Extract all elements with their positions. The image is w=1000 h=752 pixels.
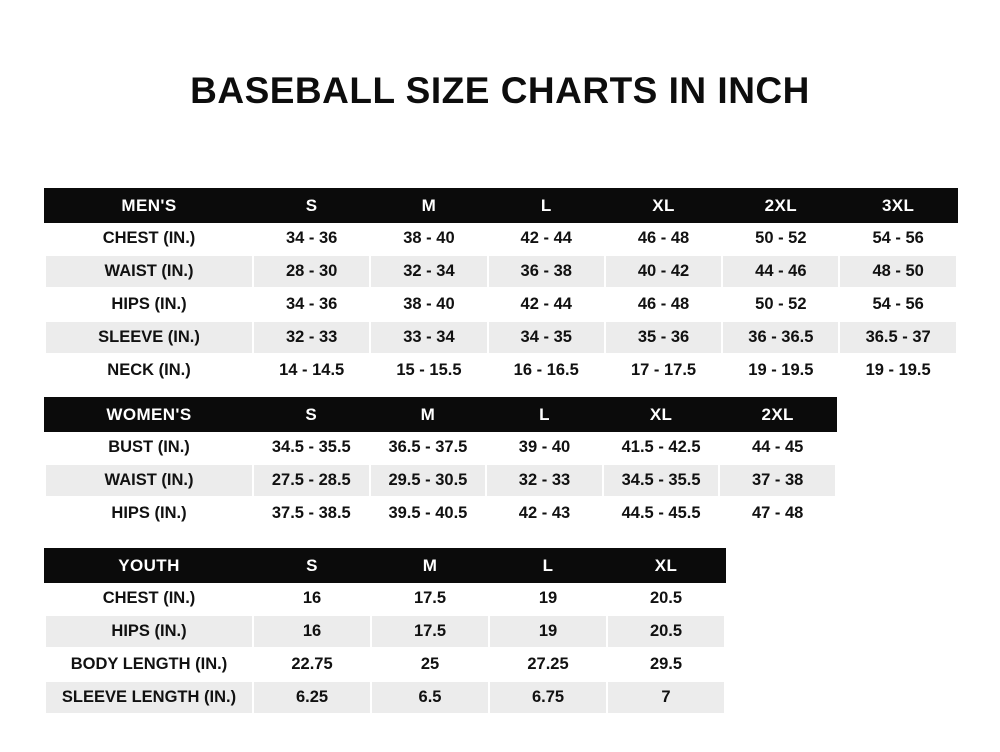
page-title: BASEBALL SIZE CHARTS IN INCH [190,70,810,111]
row-label: HIPS (IN.) [45,497,253,530]
column-header: M [371,549,489,582]
table-cell: 6.25 [253,681,371,714]
table-cell: 54 - 56 [839,222,956,255]
table-cell: 40 - 42 [605,255,722,288]
row-label: WAIST (IN.) [45,464,253,497]
table-header-row [45,189,957,222]
table-cell: 27.25 [489,648,607,681]
column-header: S [253,398,370,431]
column-header: L [486,398,603,431]
column-header: S [253,189,370,222]
table-cell: 47 - 48 [719,497,836,530]
table-cell: 44.5 - 45.5 [603,497,720,530]
table-cell: 33 - 34 [370,321,487,354]
table-cell: 46 - 48 [605,288,722,321]
table-row [45,464,836,497]
table-cell: 27.5 - 28.5 [253,464,370,497]
table-cell: 19 [489,615,607,648]
column-header: M [370,189,487,222]
table-cell: 29.5 - 30.5 [370,464,487,497]
column-header: 2XL [719,398,836,431]
table-cell: 39.5 - 40.5 [370,497,487,530]
table-cell: 19 - 19.5 [839,354,956,387]
table-cell: 50 - 52 [722,222,839,255]
column-header: S [253,549,371,582]
table-cell: 20.5 [607,582,725,615]
table-cell: 34.5 - 35.5 [253,431,370,464]
table-row [45,681,725,714]
table-header-row [45,549,725,582]
table-cell: 22.75 [253,648,371,681]
table-row [45,288,957,321]
table-row [45,582,725,615]
table-cell: 19 - 19.5 [722,354,839,387]
column-header: XL [607,549,725,582]
table-cell: 34 - 35 [488,321,605,354]
column-header: L [489,549,607,582]
column-header: MEN'S [45,189,253,222]
mens-size-chart [44,188,958,388]
row-label: NECK (IN.) [45,354,253,387]
table-cell: 42 - 44 [488,222,605,255]
table-row [45,497,836,530]
womens-size-chart [44,397,837,531]
table-cell: 37.5 - 38.5 [253,497,370,530]
column-header: 2XL [722,189,839,222]
table-row [45,222,957,255]
youth-size-chart [44,548,726,715]
table-cell: 28 - 30 [253,255,370,288]
table-cell: 44 - 45 [719,431,836,464]
table-cell: 36.5 - 37 [839,321,956,354]
row-label: SLEEVE (IN.) [45,321,253,354]
table-cell: 15 - 15.5 [370,354,487,387]
column-header: YOUTH [45,549,253,582]
table-cell: 34 - 36 [253,288,370,321]
table-cell: 7 [607,681,725,714]
column-header: XL [603,398,720,431]
row-label: BUST (IN.) [45,431,253,464]
table-cell: 19 [489,582,607,615]
row-label: CHEST (IN.) [45,582,253,615]
column-header: M [370,398,487,431]
row-label: SLEEVE LENGTH (IN.) [45,681,253,714]
row-label: WAIST (IN.) [45,255,253,288]
table-cell: 6.5 [371,681,489,714]
table-cell: 29.5 [607,648,725,681]
table-cell: 16 [253,582,371,615]
table-cell: 25 [371,648,489,681]
table-cell: 42 - 43 [486,497,603,530]
table-cell: 54 - 56 [839,288,956,321]
table-cell: 44 - 46 [722,255,839,288]
table-row [45,431,836,464]
table-cell: 41.5 - 42.5 [603,431,720,464]
row-label: HIPS (IN.) [45,288,253,321]
table-header-row [45,398,836,431]
table-cell: 14 - 14.5 [253,354,370,387]
column-header: L [488,189,605,222]
row-label: CHEST (IN.) [45,222,253,255]
table-cell: 39 - 40 [486,431,603,464]
row-label: HIPS (IN.) [45,615,253,648]
table-row [45,255,957,288]
table-cell: 36 - 36.5 [722,321,839,354]
table-cell: 36 - 38 [488,255,605,288]
column-header: XL [605,189,722,222]
table-row [45,615,725,648]
table-cell: 20.5 [607,615,725,648]
table-cell: 17.5 [371,582,489,615]
table-cell: 34 - 36 [253,222,370,255]
column-header: WOMEN'S [45,398,253,431]
column-header: 3XL [839,189,956,222]
table-cell: 37 - 38 [719,464,836,497]
table-cell: 32 - 33 [486,464,603,497]
table-cell: 17 - 17.5 [605,354,722,387]
table-cell: 32 - 33 [253,321,370,354]
table-row [45,321,957,354]
table-cell: 36.5 - 37.5 [370,431,487,464]
table-row [45,648,725,681]
table-cell: 50 - 52 [722,288,839,321]
table-cell: 6.75 [489,681,607,714]
table-cell: 48 - 50 [839,255,956,288]
table-cell: 17.5 [371,615,489,648]
table-cell: 16 - 16.5 [488,354,605,387]
table-cell: 38 - 40 [370,288,487,321]
table-cell: 38 - 40 [370,222,487,255]
table-cell: 42 - 44 [488,288,605,321]
table-cell: 34.5 - 35.5 [603,464,720,497]
table-cell: 32 - 34 [370,255,487,288]
table-cell: 46 - 48 [605,222,722,255]
table-row [45,354,957,387]
row-label: BODY LENGTH (IN.) [45,648,253,681]
table-cell: 35 - 36 [605,321,722,354]
table-cell: 16 [253,615,371,648]
